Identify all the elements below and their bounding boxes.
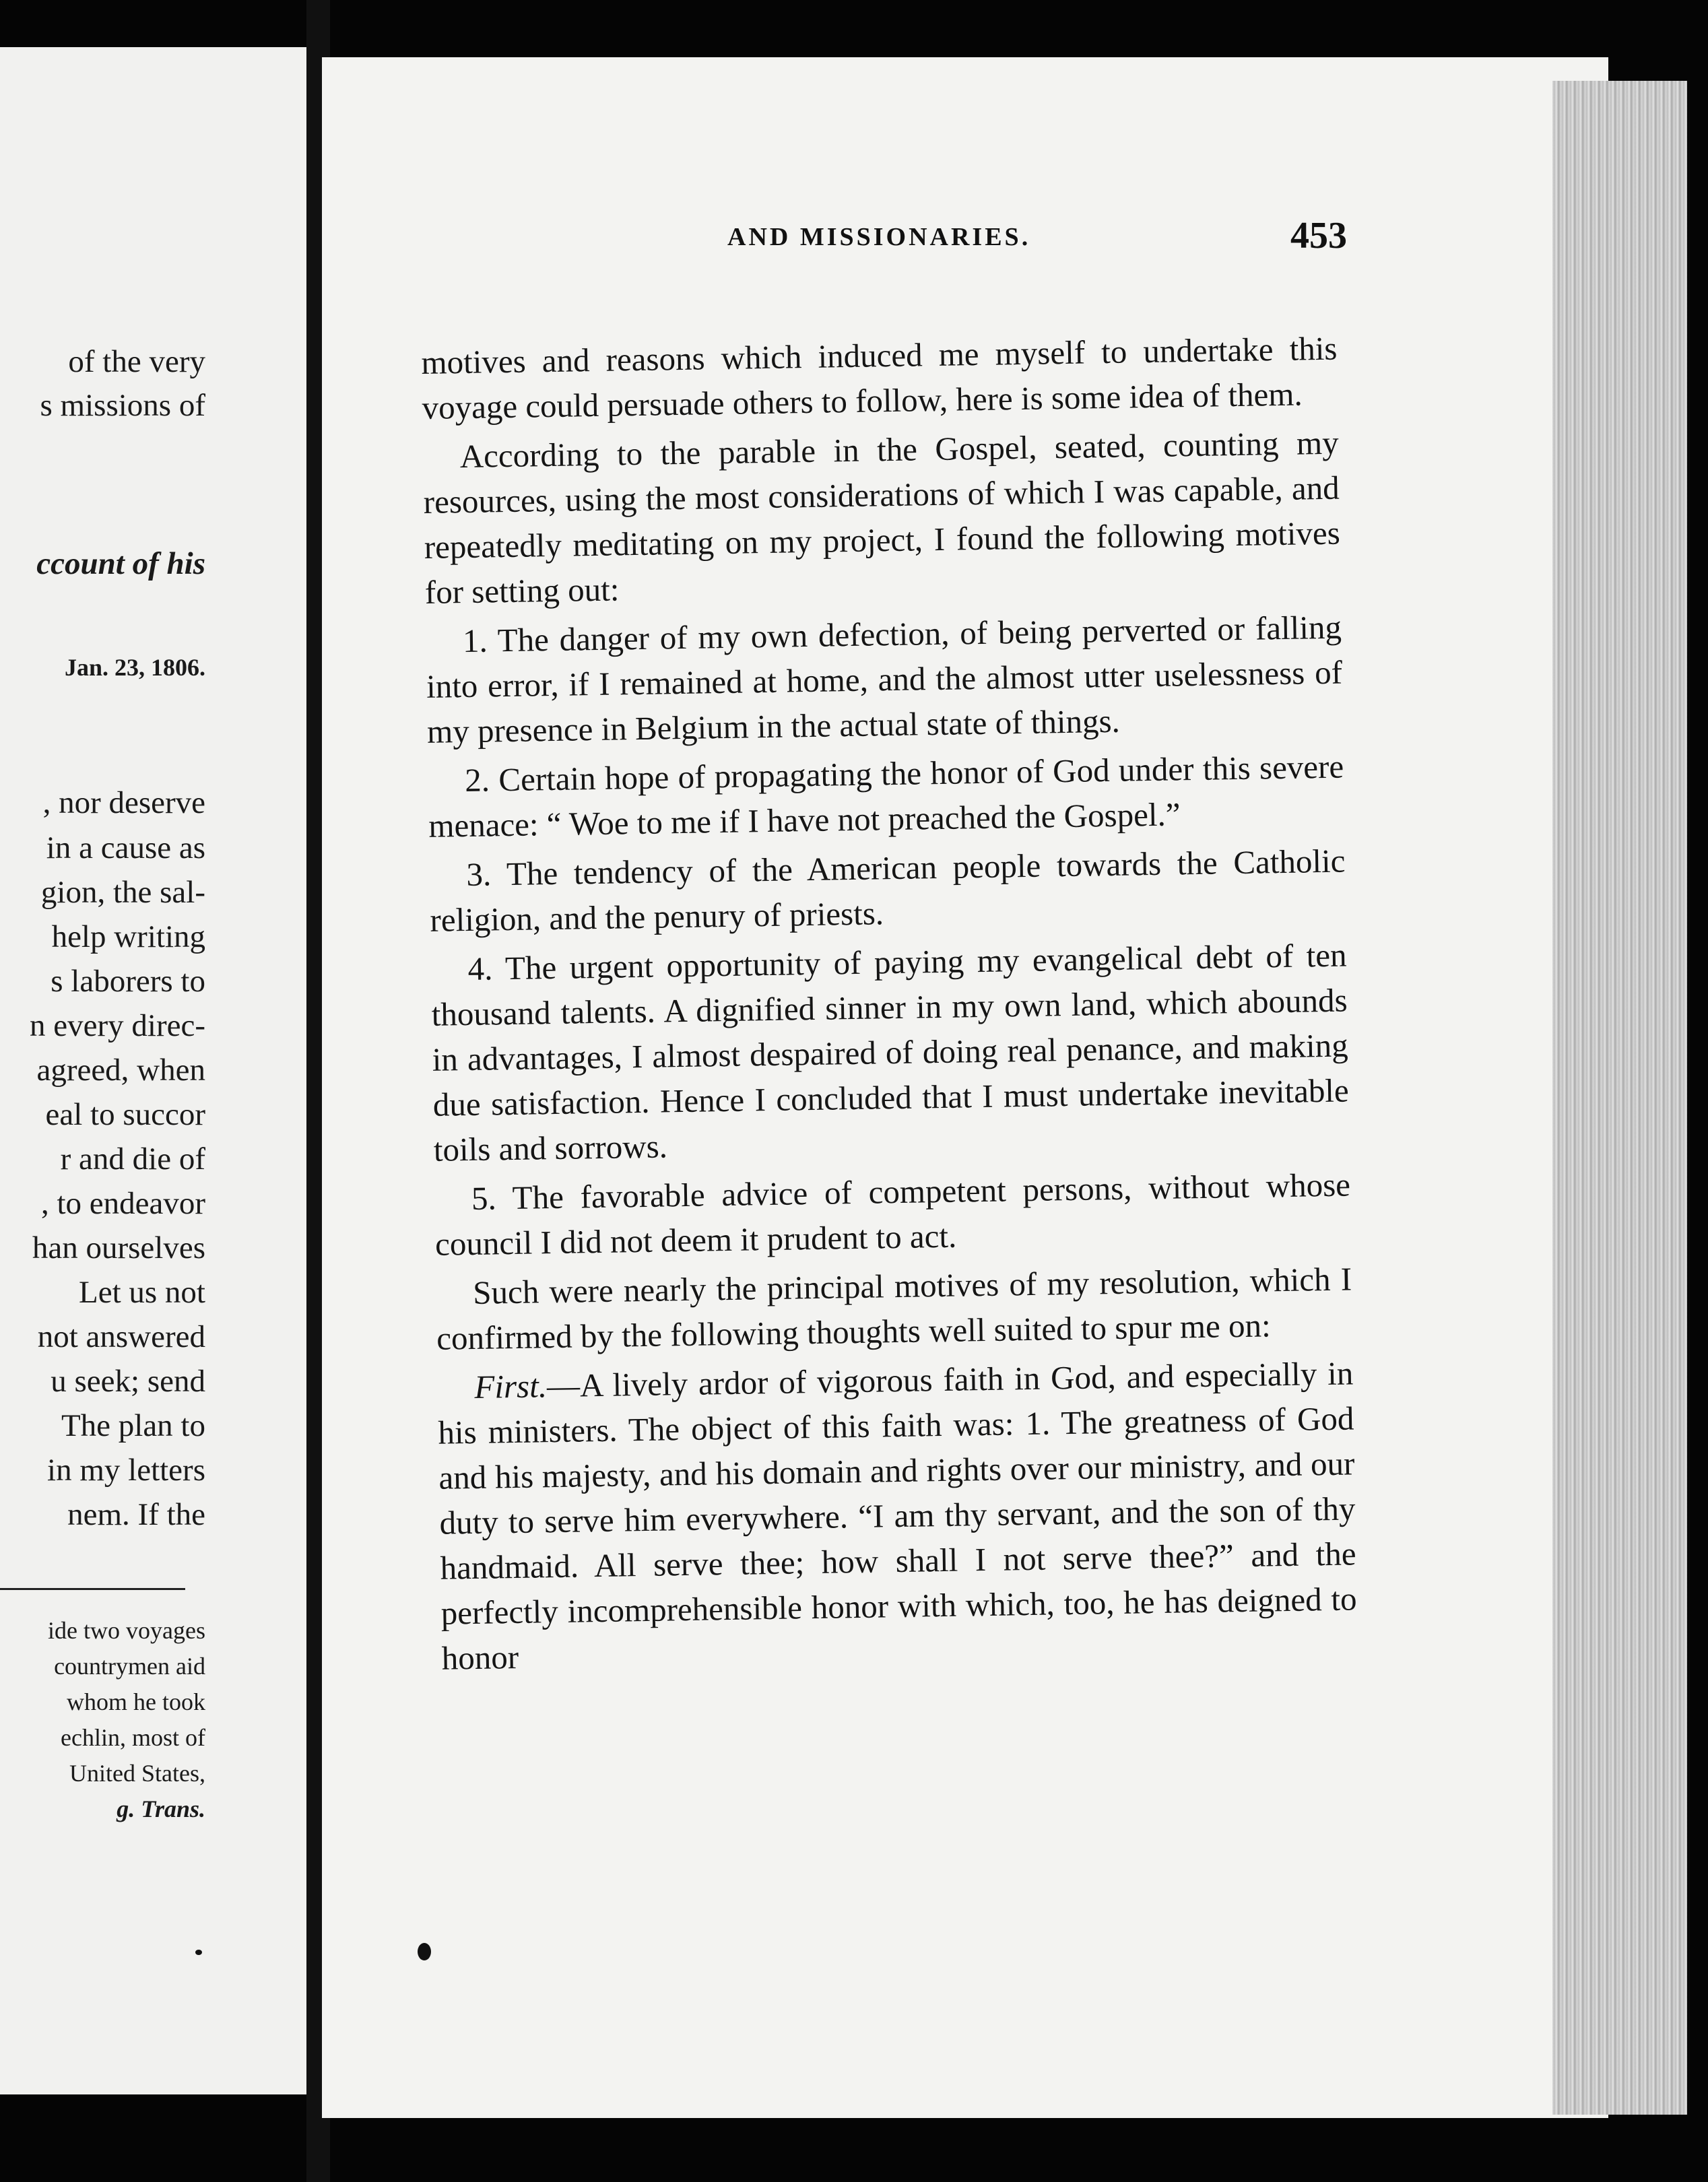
paragraph: 2. Certain hope of propagating the honor of God under this severe menace: “ Woe to me if I have not preached the Gospel.” [428, 748, 1344, 845]
left-page [0, 47, 306, 2094]
left-footnote-line: g. Trans. [117, 1795, 205, 1822]
left-footnote-line: United States, [69, 1760, 205, 1787]
paragraph: 3. The tendency of the American people towards the Catholic religion, and the penury of priests. [430, 842, 1346, 939]
paragraph [437, 1350, 1358, 1680]
left-page-line: gion, the sal- [40, 875, 205, 910]
paragraph-lead: First. [473, 1367, 548, 1406]
left-page-line: n every direc- [30, 1008, 205, 1043]
page-body [421, 326, 1358, 1685]
paragraph: According to the parable in the Gospel, seated, counting my resources, using the most considerations of which I was capable, and repeatedly meditating on my project, I found the following motives for setting out: [423, 424, 1341, 611]
left-footnote-line: ide two voyages [48, 1617, 205, 1644]
left-page-line: r and die of [60, 1142, 205, 1177]
left-page-line: , to endeavor [40, 1186, 205, 1221]
left-page-line: not answered [37, 1319, 205, 1354]
footnote-rule [0, 1588, 185, 1590]
left-page-line: of the very [68, 344, 205, 379]
left-page-line: u seek; send [51, 1364, 205, 1399]
ink-speck [195, 1950, 202, 1955]
left-footnote-line: whom he took [67, 1688, 205, 1715]
left-page-line: han ourselves [32, 1230, 205, 1265]
page-edges [1552, 81, 1687, 2115]
left-page-line: eal to succor [45, 1097, 205, 1132]
left-page-line: in my letters [47, 1453, 205, 1488]
left-page-line: , nor deserve [42, 785, 205, 820]
paragraph: 5. The favorable advice of competent persons, without whose council I did not deem it prudent to act. [434, 1166, 1351, 1263]
left-footnote-line: countrymen aid [54, 1653, 205, 1680]
ink-speck [418, 1943, 431, 1960]
paragraph: 1. The danger of my own defection, of being perverted or falling into error, if I remained at home, and the almost utter uselessness of my presence in Belgium in the actual state of things. [426, 608, 1343, 750]
left-page-line: agreed, when [36, 1053, 205, 1088]
left-page-line: nem. If the [67, 1497, 205, 1532]
paragraph: 4. The urgent opportunity of paying my evangelical debt of ten thousand talents. A dignified sinner in my own land, which abounds in advantages, I almost despaired of doing real penance, and making due satisfaction. Hence I concluded that I must undertake inevitable toils and sorrows. [431, 936, 1350, 1168]
left-page-line: Let us not [79, 1275, 205, 1310]
paragraph-text: —A lively ardor of vigorous faith in God, and especially in his ministers. The object of this faith was: 1. The greatness of God and his majesty, and his domain and rights over our ministry, and our duty to serve him everywhere. “I am thy servant, and the son of thy handmaid. All serve thee; how shall I not serve thee?” and the perfectly incomprehensible honor with which, too, he has deigned to honor [438, 1354, 1357, 1677]
left-page-line: s missions of [40, 388, 205, 423]
page-number: 453 [1290, 215, 1347, 257]
left-page-line: help writing [51, 919, 205, 954]
left-footnote-line: echlin, most of [61, 1724, 205, 1751]
left-page-line: The plan to [61, 1408, 205, 1443]
left-page-line: Jan. 23, 1806. [64, 654, 205, 681]
paragraph: Such were nearly the principal motives of my resolution, which I confirmed by the following thoughts well suited to spur me on: [436, 1260, 1352, 1357]
left-page-line: ccount of his [36, 546, 205, 581]
paragraph: motives and reasons which induced me myself to undertake this voyage could persuade others to follow, here is some idea of them. [421, 329, 1338, 426]
running-head-title: AND MISSIONARIES. [727, 223, 1031, 251]
left-page-line: in a cause as [46, 830, 205, 865]
left-page-line: s laborers to [51, 964, 205, 999]
running-head [404, 215, 1347, 263]
